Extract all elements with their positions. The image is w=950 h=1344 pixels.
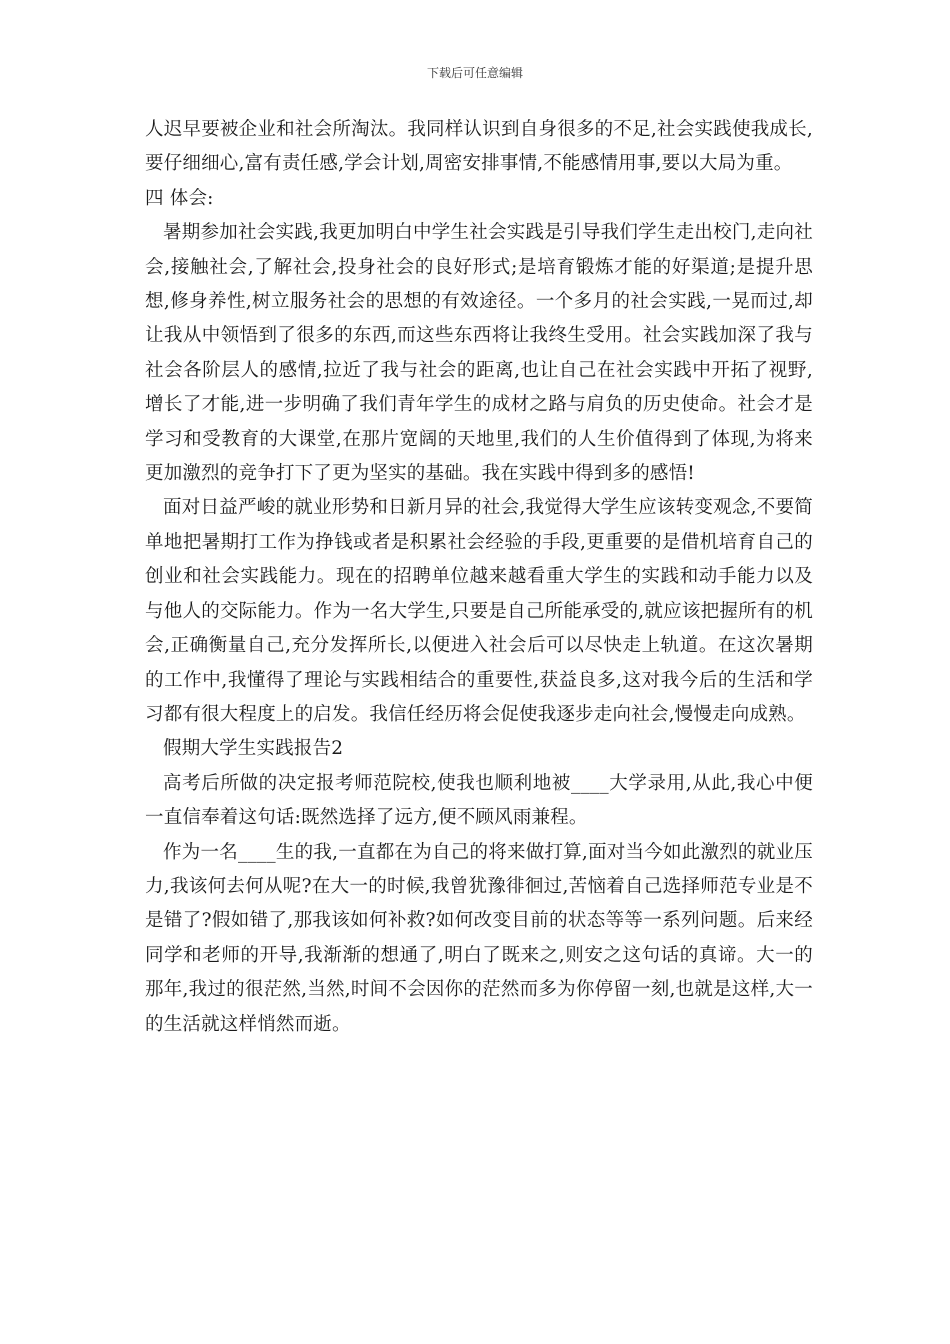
paragraph-continuation: 人迟早要被企业和社会所淘汰。我同样认识到自身很多的不足,社会实践使我成长,要仔细细心,富有责任感,学会计划,周密安排事情,不能感情用事,要以大局为重。 [145,119,813,175]
paragraph-freshman-year: 作为一名____生的我,一直都在为自己的将来做打算,面对当今如此激烈的就业压力,我该何去何从呢?在大一的时候,我曾犹豫徘徊过,苦恼着自己选择师范专业是不是错了?假如错了,那我该如何补救?如何改变目前的状态等等一系列问题。后来经同学和老师的开导,我渐渐的想通了,明白了既来之,则安之这句话的真谛。大一的那年,我过的很茫然,当然,时间不会因你的茫然而多为你停留一刻,也就是这样,大一的生活就这样悄然而逝。 [145,841,813,1035]
paragraph-employment: 面对日益严峻的就业形势和日新月异的社会,我觉得大学生应该转变观念,不要简单地把暑期打工作为挣钱或者是积累社会经验的手段,更重要的是借机培育自己的创业和社会实践能力。现在的招聘单位越来越看重大学生的实践和动手能力以及与他人的交际能力。作为一名大学生,只要是自己所能承受的,就应该把握所有的机会,正确衡量自己,充分发挥所长,以便进入社会后可以尽快走上轨道。在这次暑期的工作中,我懂得了理论与实践相结合的重要性,获益良多,这对我今后的生活和学习都有很大程度上的启发。我信任经历将会促使我逐步走向社会,慢慢走向成熟。 [145,497,813,725]
page-header: 下载后可任意编辑 [426,66,523,80]
document-body [145,113,813,1042]
report-subtitle: 假期大学生实践报告2 [163,738,344,760]
paragraph-admission: 高考后所做的决定报考师范院校,使我也顺利地被____大学录用,从此,我心中便一直信奉着这句话:既然选择了远方,便不顾风雨兼程。 [145,772,813,829]
section-heading-reflection: 四 体会: [145,187,214,209]
paragraph-practice-meaning: 暑期参加社会实践,我更加明白中学生社会实践是引导我们学生走出校门,走向社会,接触社会,了解社会,投身社会的良好形式;是培育锻炼才能的好渠道;是提升思想,修身养性,树立服务社会的思想的有效途径。一个多月的社会实践,一晃而过,却让我从中领悟到了很多的东西,而这些东西将让我终生受用。社会实践加深了我与社会各阶层人的感情,拉近了我与社会的距离,也让自己在社会实践中开拓了视野,增长了才能,进一步明确了我们青年学生的成材之路与肩负的历史使命。社会才是学习和受教育的大课堂,在那片宽阔的天地里,我们的人生价值得到了体现,为将来更加激烈的竞争打下了更为坚实的基础。我在实践中得到多的感悟! [145,222,813,485]
